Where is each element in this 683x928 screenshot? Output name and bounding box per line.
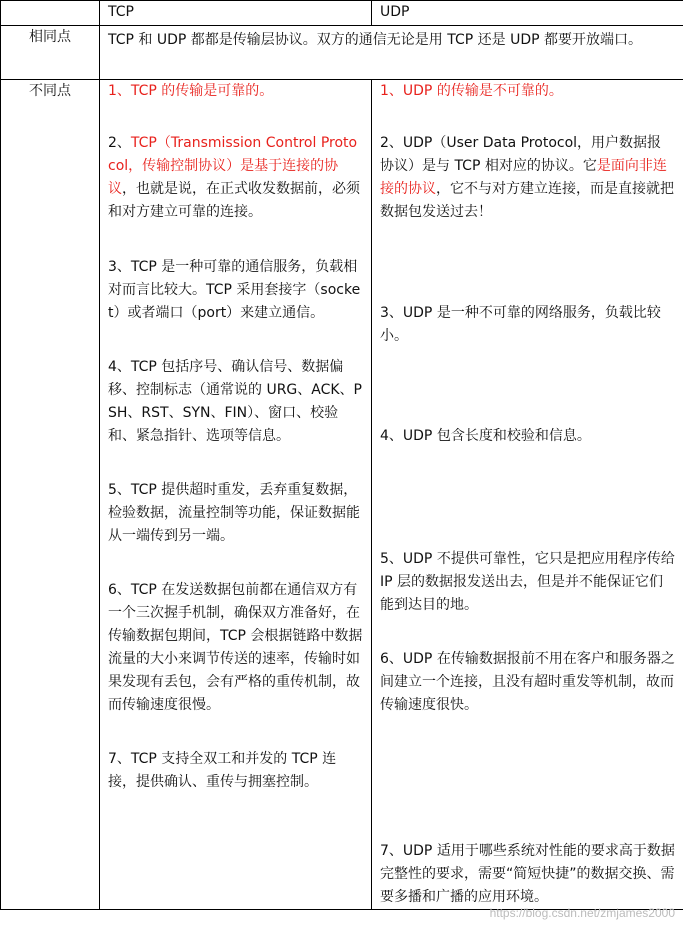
same-label: 相同点 xyxy=(1,26,100,80)
tcp-point-2 xyxy=(108,132,363,224)
header-tcp: TCP xyxy=(100,1,372,26)
tcp-point-2-segment: 2、 xyxy=(108,135,131,151)
header-row xyxy=(1,1,683,26)
tcp-diff-cell xyxy=(100,80,372,910)
tcp-point-5-segment: 5、TCP 提供超时重发，丢弃重复数据，检验数据，流量控制等功能，保证数据能从一端传到另一端。 xyxy=(108,482,360,544)
header-udp: UDP xyxy=(372,1,683,26)
tcp-point-6 xyxy=(108,579,363,717)
same-text: TCP 和 UDP 都都是传输层协议。双方的通信无论是用 TCP 还是 UDP 都要开放端口。 xyxy=(100,26,683,80)
udp-point-1 xyxy=(380,80,675,103)
udp-point-5-segment: 5、UDP 不提供可靠性，它只是把应用程序传给 IP 层的数据报发送出去，但是并不能保证它们能到达目的地。 xyxy=(380,551,675,613)
tcp-point-4-segment: 4、TCP 包括序号、确认信号、数据偏移、控制标志（通常说的 URG、ACK、PSH、RST、SYN、FIN）、窗口、校验和、紧急指针、选项等信息。 xyxy=(108,359,363,444)
udp-diff-cell xyxy=(372,80,683,910)
header-corner-cell xyxy=(1,1,100,26)
tcp-point-6-segment: 6、TCP 在发送数据包前都在通信双方有一个三次握手机制，确保双方准备好，在传输数据包期间，TCP 会根据链路中数据流量的大小来调节传送的速率，传输时如果发现有丢包，会有严格的重传机制，故而传输速度很慢。 xyxy=(108,582,363,713)
watermark-text: https://blog.csdn.net/zmjames2000 xyxy=(489,906,675,920)
tcp-point-3 xyxy=(108,256,363,325)
tcp-point-1 xyxy=(108,80,363,103)
udp-point-3-segment: 3、UDP 是一种不可靠的网络服务，负载比较小。 xyxy=(380,305,661,344)
udp-point-1-segment-highlight: 1、UDP 的传输是不可靠的。 xyxy=(380,83,563,99)
tcp-point-2-segment: ，也就是说，在正式收发数据前，必须和对方建立可靠的连接。 xyxy=(108,181,360,220)
udp-point-6 xyxy=(380,648,675,717)
udp-point-3 xyxy=(380,302,675,348)
udp-point-2 xyxy=(380,132,675,224)
tcp-point-1-segment-highlight: 1、TCP 的传输是可靠的。 xyxy=(108,83,274,99)
tcp-point-2-segment-highlight: TCP（Transmission Control Protocol，传输控制协议）是基于连接的协议 xyxy=(108,135,358,197)
udp-point-5 xyxy=(380,548,675,617)
udp-point-7 xyxy=(380,840,675,909)
udp-point-2-segment: ，它不与对方建立连接，而是直接就把数据包发送过去！ xyxy=(380,181,674,220)
udp-point-2-segment-highlight: 是面向非连接的协议 xyxy=(380,158,667,197)
diff-row xyxy=(1,80,683,910)
udp-point-6-segment: 6、UDP 在传输数据报前不用在客户和服务器之间建立一个连接，且没有超时重发等机制，故而传输速度很快。 xyxy=(380,651,675,713)
diff-label: 不同点 xyxy=(1,80,100,910)
tcp-point-7 xyxy=(108,748,363,794)
udp-point-4 xyxy=(380,425,675,448)
udp-point-4-segment: 4、UDP 包含长度和校验和信息。 xyxy=(380,428,591,444)
udp-point-7-segment: 7、UDP 适用于哪些系统对性能的要求高于数据完整性的要求，需要“简短快捷”的数据交换、需要多播和广播的应用环境。 xyxy=(380,843,675,905)
tcp-point-5 xyxy=(108,479,363,548)
tcp-point-7-segment: 7、TCP 支持全双工和并发的 TCP 连接，提供确认、重传与拥塞控制。 xyxy=(108,751,337,790)
tcp-point-3-segment: 3、TCP 是一种可靠的通信服务，负载相对而言比较大。TCP 采用套接字（socket）或者端口（port）来建立通信。 xyxy=(108,259,361,321)
same-row xyxy=(1,26,683,80)
udp-point-2-segment: 2、UDP（User Data Protocol，用户数据报协议）是与 TCP 相对应的协议。它 xyxy=(380,135,662,174)
tcp-point-4 xyxy=(108,356,363,448)
